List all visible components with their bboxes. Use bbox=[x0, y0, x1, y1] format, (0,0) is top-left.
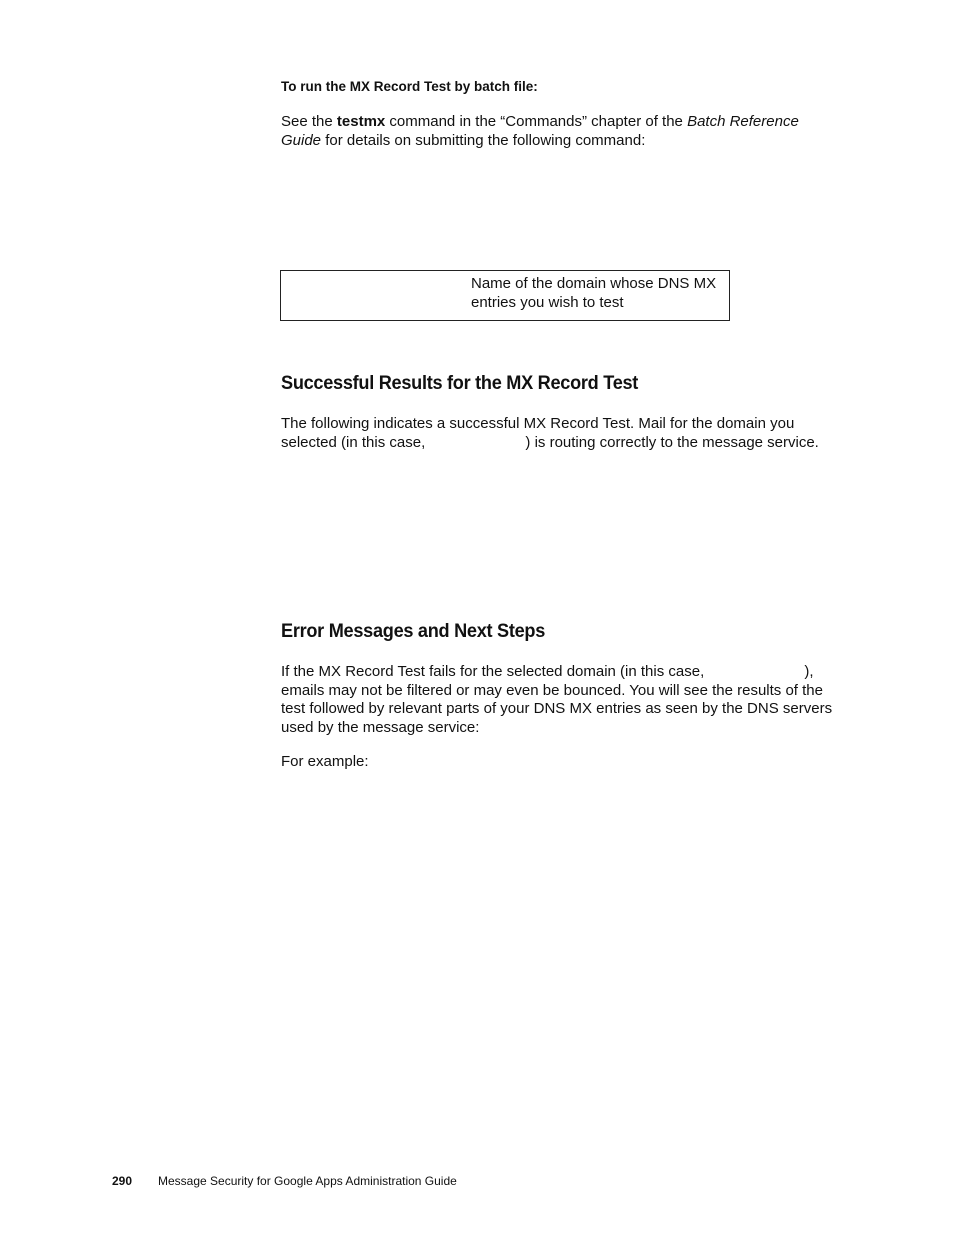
parameter-description: Name of the domain whose DNS MX entries you wish to test bbox=[471, 275, 717, 311]
footer-title: Message Security for Google Apps Administration Guide bbox=[158, 1174, 457, 1188]
intro-middle: command in the “Commands” chapter of the bbox=[385, 113, 688, 130]
success-text-start: The following indicates a successful MX Record Test. Mail for the domain you selected (in this case, bbox=[281, 415, 795, 451]
page-number: 290 bbox=[112, 1174, 133, 1188]
success-text-end: ) is routing correctly to the message service. bbox=[525, 433, 819, 451]
intro-see-the: See the bbox=[281, 113, 337, 130]
error-paragraph bbox=[281, 663, 846, 737]
error-section-heading: Error Messages and Next Steps bbox=[281, 620, 546, 642]
command-name: testmx bbox=[336, 113, 386, 130]
intro-paragraph bbox=[281, 113, 841, 150]
success-section-heading: Successful Results for the MX Record Test bbox=[281, 372, 639, 394]
error-text-start: If the MX Record Test fails for the selected domain (in this case, bbox=[281, 663, 709, 680]
parameter-table bbox=[280, 270, 730, 321]
procedure-heading: To run the MX Record Test by batch file: bbox=[281, 79, 538, 94]
success-paragraph bbox=[281, 415, 851, 452]
error-text-end: ), emails may not be filtered or may even be bounced. You will see the results of the test followed by relevant parts of your DNS MX entries as seen by the DNS servers used by the message service: bbox=[281, 663, 833, 736]
intro-end: for details on submitting the following command: bbox=[321, 131, 646, 149]
guide-title: Batch Reference Guide bbox=[281, 113, 799, 149]
example-label: For example: bbox=[281, 753, 369, 770]
